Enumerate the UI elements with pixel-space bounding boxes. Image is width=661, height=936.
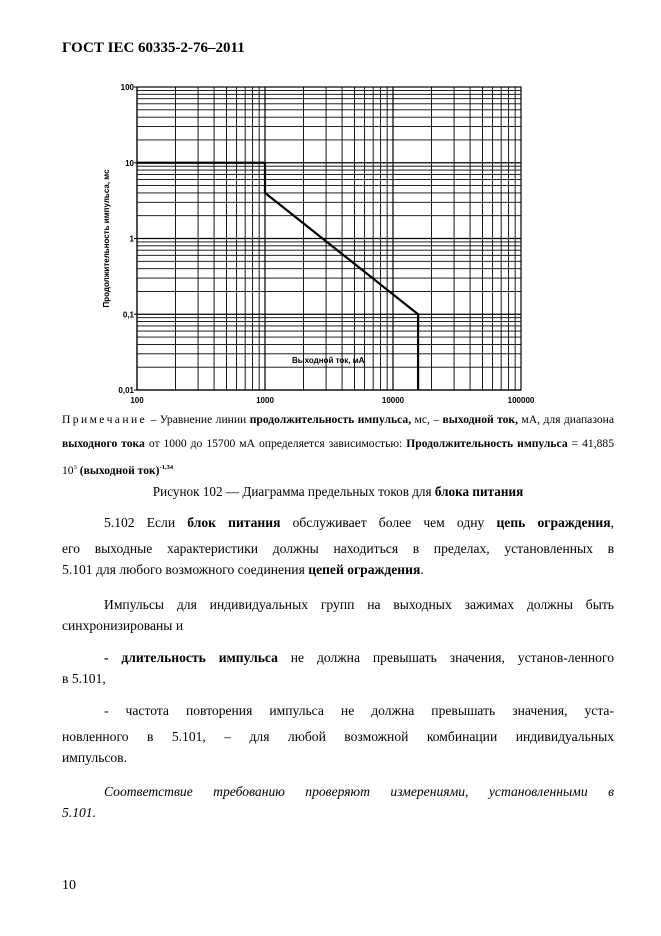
pulse-limit-chart [100, 78, 540, 408]
chart-grid [137, 87, 521, 390]
list-item-frequency-line2: новленного в 5.101, – для любой возможной комбинации индивидуальных [62, 729, 614, 744]
compliance-line1: Соответствие требованию проверяют измерениями, установленными в [104, 784, 614, 799]
x-tick-label: 100000 [507, 396, 535, 405]
x-tick-label: 1000 [256, 396, 274, 405]
document-header: ГОСТ IEC 60335-2-76–2011 [62, 40, 245, 56]
x-tick-label: 100 [130, 396, 144, 405]
y-tick-label: 0,01 [118, 386, 134, 395]
list-item-duration-line1: - длительность импульса не должна превышать значения, установ-ленного [104, 650, 614, 665]
list-item-frequency-line1: - частота повторения импульса не должна превышать значения, уста- [104, 703, 614, 718]
list-item-frequency-line3: импульсов. [62, 750, 127, 765]
y-axis-label: Продолжительность импульса, мс [102, 169, 111, 308]
para-pulses-line1: Импульсы для индивидуальных групп на выходных зажимах должны быть [104, 597, 614, 612]
list-item-duration-line2: в 5.101, [62, 671, 106, 686]
figure-caption: Рисунок 102 — Диаграмма предельных токов для блока питания [152, 484, 524, 499]
note-label: Примечание [62, 413, 148, 426]
para-5-102-line1: 5.102 Если блок питания обслуживает более чем одну цепь ограждения, [104, 515, 615, 530]
para-5-102-line3: 5.101 для любого возможного соединения цепей ограждения. [62, 562, 424, 577]
x-tick-label: 10000 [381, 396, 405, 405]
y-tick-label: 100 [120, 83, 134, 92]
y-tick-label: 1 [129, 234, 134, 244]
series-line-limit [137, 163, 418, 390]
x-axis-label: Выходной ток, мА [292, 355, 365, 365]
figure-note: Примечание – Уравнение линии продолжительность импульса, мс, – выходной ток, мА, для диапазона выходного тока от 1000 до 15700 мА определяется зависимостью: Продолжительность импульса = 41,885 $10^3$ (выходной ток)$^{-1,34}$ [62, 413, 614, 477]
para-5-102-line2: его выходные характеристики должны находиться в пределах, установленных в [62, 541, 614, 556]
y-tick-label: 0,1 [122, 310, 134, 320]
y-tick-label: 10 [125, 158, 134, 168]
para-pulses-line2: синхронизированы и [62, 618, 184, 633]
page-number: 10 [62, 878, 76, 893]
compliance-line2: 5.101. [62, 805, 96, 820]
